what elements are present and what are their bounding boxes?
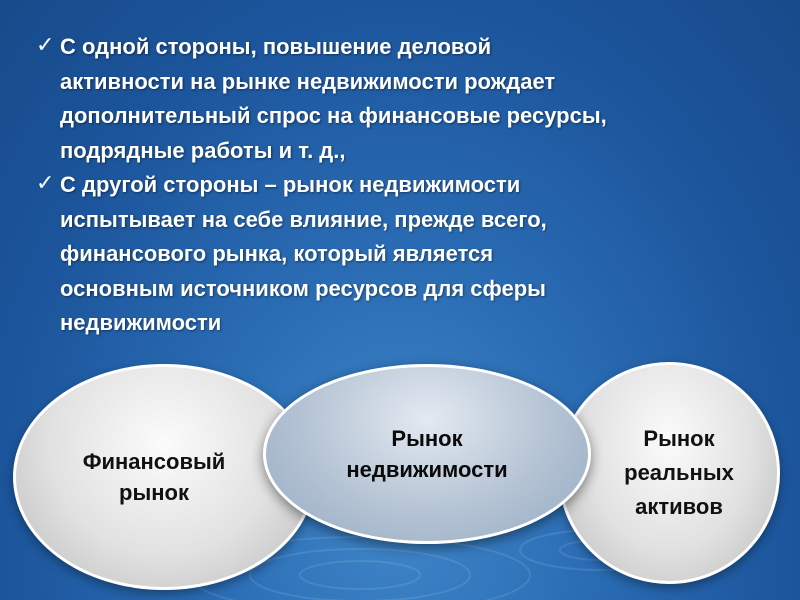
bullet-line: недвижимости	[60, 310, 222, 335]
bullet-line: испытывает на себе влияние, прежде всего,	[60, 206, 547, 232]
bullet-text	[60, 30, 607, 168]
ellipse-real-estate-market	[263, 364, 591, 544]
bullet-line: основным источником ресурсов для сферы	[60, 275, 546, 301]
ellipse-label-line: Рынок	[643, 426, 715, 451]
bullet-line: активности на рынке недвижимости рождает	[60, 68, 556, 94]
ellipse-real-assets-market	[558, 362, 780, 584]
ellipse-label-line: рынок	[119, 480, 189, 505]
bullet-item	[36, 30, 786, 168]
bullet-item	[36, 168, 786, 341]
bullet-list	[36, 30, 786, 341]
ellipse-label-line: реальных	[624, 460, 734, 485]
bullet-line: подрядные работы и т. д.,	[60, 137, 346, 163]
ellipse-label-line: активов	[635, 494, 723, 519]
checkmark-icon: ✓	[36, 32, 55, 57]
bullet-line: С другой стороны – рынок недвижимости	[60, 172, 521, 197]
bullet-line: дополнительный спрос на финансовые ресурсы,	[60, 103, 607, 128]
bullet-line: финансового рынка, который является	[60, 241, 494, 266]
ellipse-label-line: недвижимости	[346, 457, 508, 482]
bullet-text	[60, 168, 547, 341]
checkmark-icon: ✓	[36, 170, 55, 195]
ellipse-label-line: Рынок	[391, 426, 463, 451]
ellipse-label-line: Финансовый	[82, 449, 226, 474]
bullet-line: С одной стороны, повышение деловой	[60, 34, 492, 59]
